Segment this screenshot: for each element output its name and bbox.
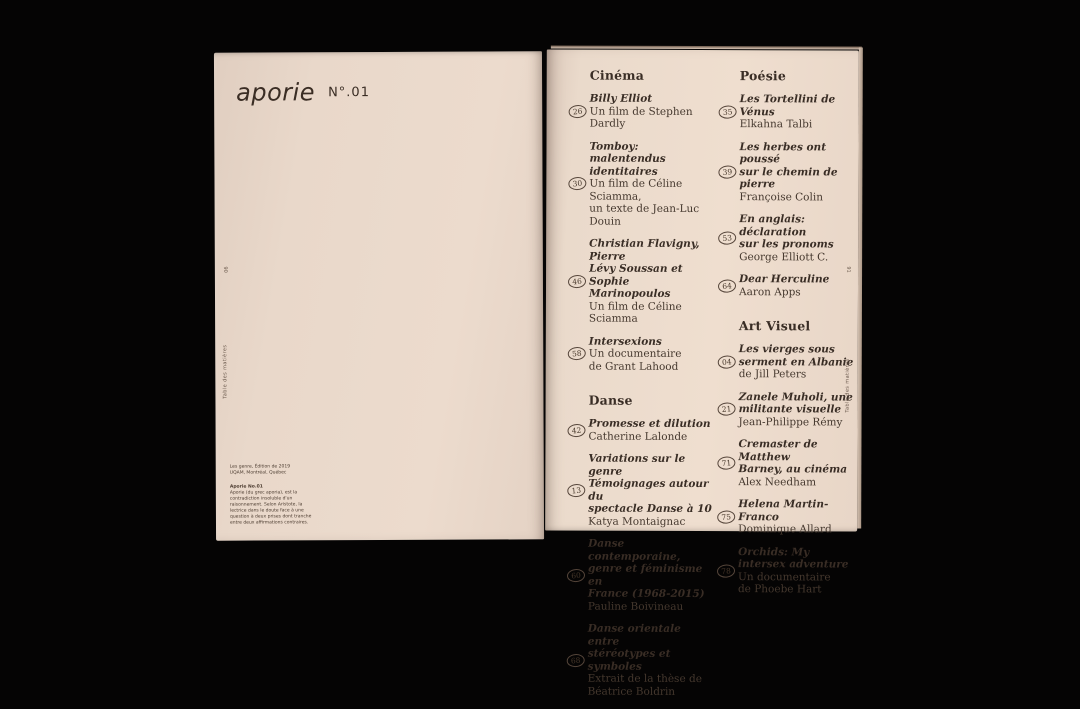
entry-title: Christian Flavigny, Pierre Lévy Soussan et Sophie Marinopoulos xyxy=(588,237,700,300)
entry-title: Intersexions xyxy=(588,335,662,348)
page-number-badge: 60 xyxy=(566,568,585,582)
toc-column-right xyxy=(717,68,867,606)
toc-entry xyxy=(718,343,866,381)
page-number-badge: 39 xyxy=(718,165,737,179)
page-number-badge: 35 xyxy=(718,105,737,119)
toc-entry xyxy=(717,498,865,536)
page-number-badge: 21 xyxy=(717,402,736,416)
right-page xyxy=(545,49,859,698)
toc-entry xyxy=(567,623,715,699)
entry-title: Tomboy: malentendus identitaires xyxy=(589,140,666,178)
magazine-title: aporie xyxy=(236,78,316,107)
section-heading: Danse xyxy=(588,392,633,408)
entry-credit: Un documentaire de Grant Lahood xyxy=(588,347,682,373)
colophon-note-title: Aporie No.01 xyxy=(229,484,263,490)
section-heading: Cinéma xyxy=(589,67,645,83)
colophon-note-body: Aporie (du grec aporia), est la contradiction insoluble d'un raisonnement. Selon Aristote, la lectrice dans le doute face à une question à deux prises dont tranche entre deux affirmations contraires. xyxy=(229,490,312,526)
toc-entry xyxy=(567,538,715,614)
toc-entry xyxy=(567,418,715,444)
entry-credit: Un film de Céline Sciamma xyxy=(588,300,682,325)
toc-column-left xyxy=(567,68,717,709)
page-number-badge: 68 xyxy=(566,653,585,667)
entry-title: Les Tortellini de Vénus xyxy=(739,93,836,118)
entry-credit: de Jill Peters xyxy=(738,368,807,381)
entry-credit: Catherine Lalonde xyxy=(588,430,688,443)
entry-credit: Alex Needham xyxy=(738,475,817,488)
colophon xyxy=(230,464,324,526)
page-number-badge: 42 xyxy=(567,423,586,437)
toc-entry xyxy=(568,335,716,373)
toc-entry xyxy=(718,273,866,299)
colophon-publisher: UQAM, Montréal, Québec xyxy=(229,470,287,476)
entry-credit: Un film de Stephen Dardly xyxy=(589,105,693,130)
toc-entry xyxy=(719,93,867,131)
entry-title: Billy Elliot xyxy=(589,92,653,105)
right-page-folio: 91 xyxy=(844,266,851,273)
page-number-badge: 64 xyxy=(718,278,737,292)
entry-credit: Un documentaire de Phoebe Hart xyxy=(737,570,831,596)
entry-title: Danse orientale entre stéréotypes et symboles xyxy=(587,622,681,673)
entry-credit: Dominique Allard xyxy=(738,523,832,536)
entry-credit: Françoise Colin xyxy=(739,190,824,203)
entry-title: Orchids: My intersex adventure xyxy=(738,545,849,571)
right-page-edge-label: Table des matières xyxy=(844,358,851,413)
entry-title: Les vierges sous serment en Albanie xyxy=(738,343,854,369)
page-number-badge: 13 xyxy=(567,483,586,497)
entry-credit: Jean-Philippe Rémy xyxy=(738,415,843,428)
left-page-folio: 90 xyxy=(222,266,229,273)
toc-section xyxy=(718,68,867,299)
left-page-edge-label: Table des matières xyxy=(222,344,229,399)
page-number-badge: 53 xyxy=(718,231,737,245)
toc-entry xyxy=(718,391,866,429)
toc-entry xyxy=(568,238,716,326)
toc-entry xyxy=(718,141,866,204)
entry-credit: Elkahna Talbi xyxy=(739,118,813,131)
page-number-badge: 75 xyxy=(717,510,736,524)
page-number-badge: 30 xyxy=(568,177,587,191)
toc-section xyxy=(568,68,717,374)
entry-title: Helena Martin-Franco xyxy=(738,498,829,523)
entry-title: Cremaster de Matthew Barney, au cinéma xyxy=(738,438,848,476)
page-number-badge: 26 xyxy=(568,104,587,118)
page-number-badge: 58 xyxy=(567,347,586,361)
toc-entry xyxy=(717,438,865,489)
entry-title: Promesse et dilution xyxy=(588,417,711,431)
masthead xyxy=(236,78,370,107)
left-page xyxy=(214,51,544,540)
entry-credit: Extrait de la thèse de Béatrice Boldrin xyxy=(587,672,702,698)
page-number-badge: 46 xyxy=(568,274,587,288)
entry-title: Les herbes ont poussé sur le chemin de pierre xyxy=(739,140,838,191)
toc-entry xyxy=(569,93,717,131)
entry-title: En anglais: déclaration sur les pronoms xyxy=(739,213,834,251)
entry-title: Variations sur le genre Témoignages autour du spectacle Danse à 10 xyxy=(588,452,712,516)
section-heading: Art Visuel xyxy=(738,318,811,334)
page-number-badge: 71 xyxy=(717,456,736,470)
entry-title: Zanele Muholi, une militante visuelle xyxy=(738,390,853,416)
entry-credit: Aaron Apps xyxy=(738,285,801,298)
toc-entry xyxy=(718,213,866,264)
colophon-edition: Les genre, Édition de 2019 xyxy=(229,464,291,470)
entry-credit: George Elliott C. xyxy=(739,250,829,263)
toc-entry xyxy=(717,546,865,597)
entry-credit: Katya Montaignac xyxy=(588,515,686,528)
entry-title: Danse contemporaine, genre et féminisme en France (1968-2015) xyxy=(587,537,705,601)
toc-entry xyxy=(568,140,716,228)
toc-section xyxy=(717,318,866,596)
issue-number: N°.01 xyxy=(328,85,370,101)
toc-entry xyxy=(567,453,715,529)
section-heading: Poésie xyxy=(739,68,787,84)
entry-credit: Pauline Boivineau xyxy=(587,600,684,613)
page-number-badge: 78 xyxy=(717,563,736,577)
entry-credit: Un film de Céline Sciamma, un texte de Jean-Luc Douin xyxy=(589,177,700,228)
entry-title: Dear Herculine xyxy=(739,273,830,286)
page-number-badge: 04 xyxy=(717,355,736,369)
toc-section xyxy=(567,393,716,699)
